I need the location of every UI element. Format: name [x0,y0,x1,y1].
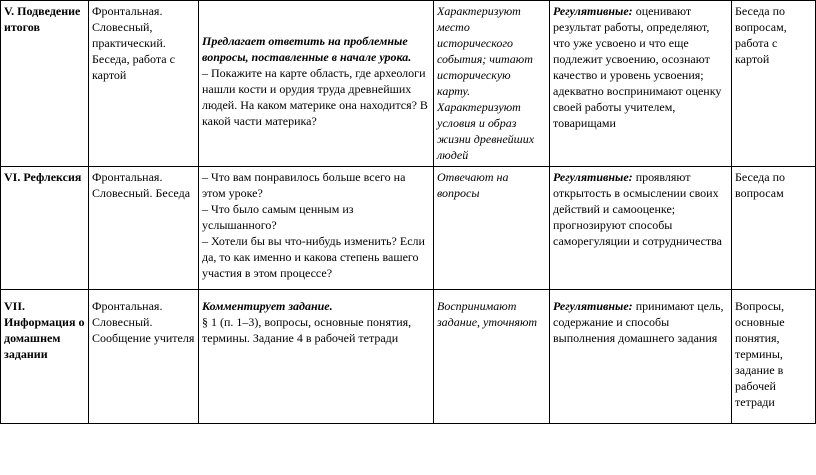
uud-text: принимают цель, содержание и способы выполнения домашнего задания [553,299,724,345]
teacher-lead: Комментирует задание. [202,299,333,313]
uud-text: проявляют открытость в осмыслении своих действий и самооценке; прогнозируют способы саморегуляции и сотрудничества [553,170,722,248]
stage-cell [1,290,89,424]
students-cell [434,1,550,167]
students-cell [434,167,550,290]
teacher-line: § 1 (п. 1–3), вопросы, основные понятия, термины. Задание 4 в рабочей тетради [202,315,412,345]
uud-text: оценивают результат работы, определяют, что уже усвоено и что еще подлежит усвоению, осознают качество и уровень усвоения; адекватно воспринимают оценку своей работы учителем, товарищами [553,4,722,130]
teacher-line: – Хотели бы вы что-нибудь изменить? Если да, то как именно и какова степень вашего участия в этом процессе? [202,234,425,280]
teacher-line: – Что было самым ценным из услышанного? [202,202,354,232]
teacher-cell [199,290,434,424]
uud-label: Регулятивные: [553,170,633,184]
table-row-homework [1,290,816,424]
uud-cell [550,290,732,424]
table-row-summary [1,1,816,167]
stage-cell [1,1,89,167]
table-row-reflection [1,167,816,290]
stage-title: VII. Информация о домашнем задании [4,299,85,361]
uud-cell [550,1,732,167]
teacher-cell [199,1,434,167]
forms-text: Фронтальная. Словесный, практический. Беседа, работа с картой [92,4,175,82]
forms-cell [89,1,199,167]
students-text: Отвечают на вопросы [437,170,509,200]
students-cell [434,290,550,424]
teacher-cell [199,167,434,290]
uud-label: Регулятивные: [553,299,633,313]
uud-cell [550,167,732,290]
result-cell [732,290,816,424]
stage-title: V. Подведение итогов [4,4,81,34]
forms-text: Фронтальная. Словесный. Сообщение учителя [92,299,195,345]
teacher-line: – Покажите на карте область, где археологи нашли кости и орудия труда древнейших людей. На каком материке она находится? В какой части материка? [202,66,428,128]
result-text: Беседа по вопросам, работа с картой [735,4,787,66]
stage-title: VI. Рефлексия [4,170,82,184]
result-text: Беседа по вопросам [735,170,786,200]
result-cell [732,167,816,290]
teacher-line: – Что вам понравилось больше всего на этом уроке? [202,170,406,200]
teacher-lead: Предлагает ответить на проблемные вопросы, поставленные в начале урока. [202,34,412,64]
result-text: Вопросы, основные понятия, термины, задание в рабочей тетради [735,299,785,409]
students-text: Воспринимают задание, уточняют [437,299,538,329]
stage-cell [1,167,89,290]
forms-cell [89,167,199,290]
result-cell [732,1,816,167]
forms-text: Фронтальная. Словесный. Беседа [92,170,191,200]
students-text: Характеризуют место исторического события; читают историческую карту. Характеризуют условия и образ жизни древнейших людей [437,4,535,162]
uud-label: Регулятивные: [553,4,633,18]
forms-cell [89,290,199,424]
